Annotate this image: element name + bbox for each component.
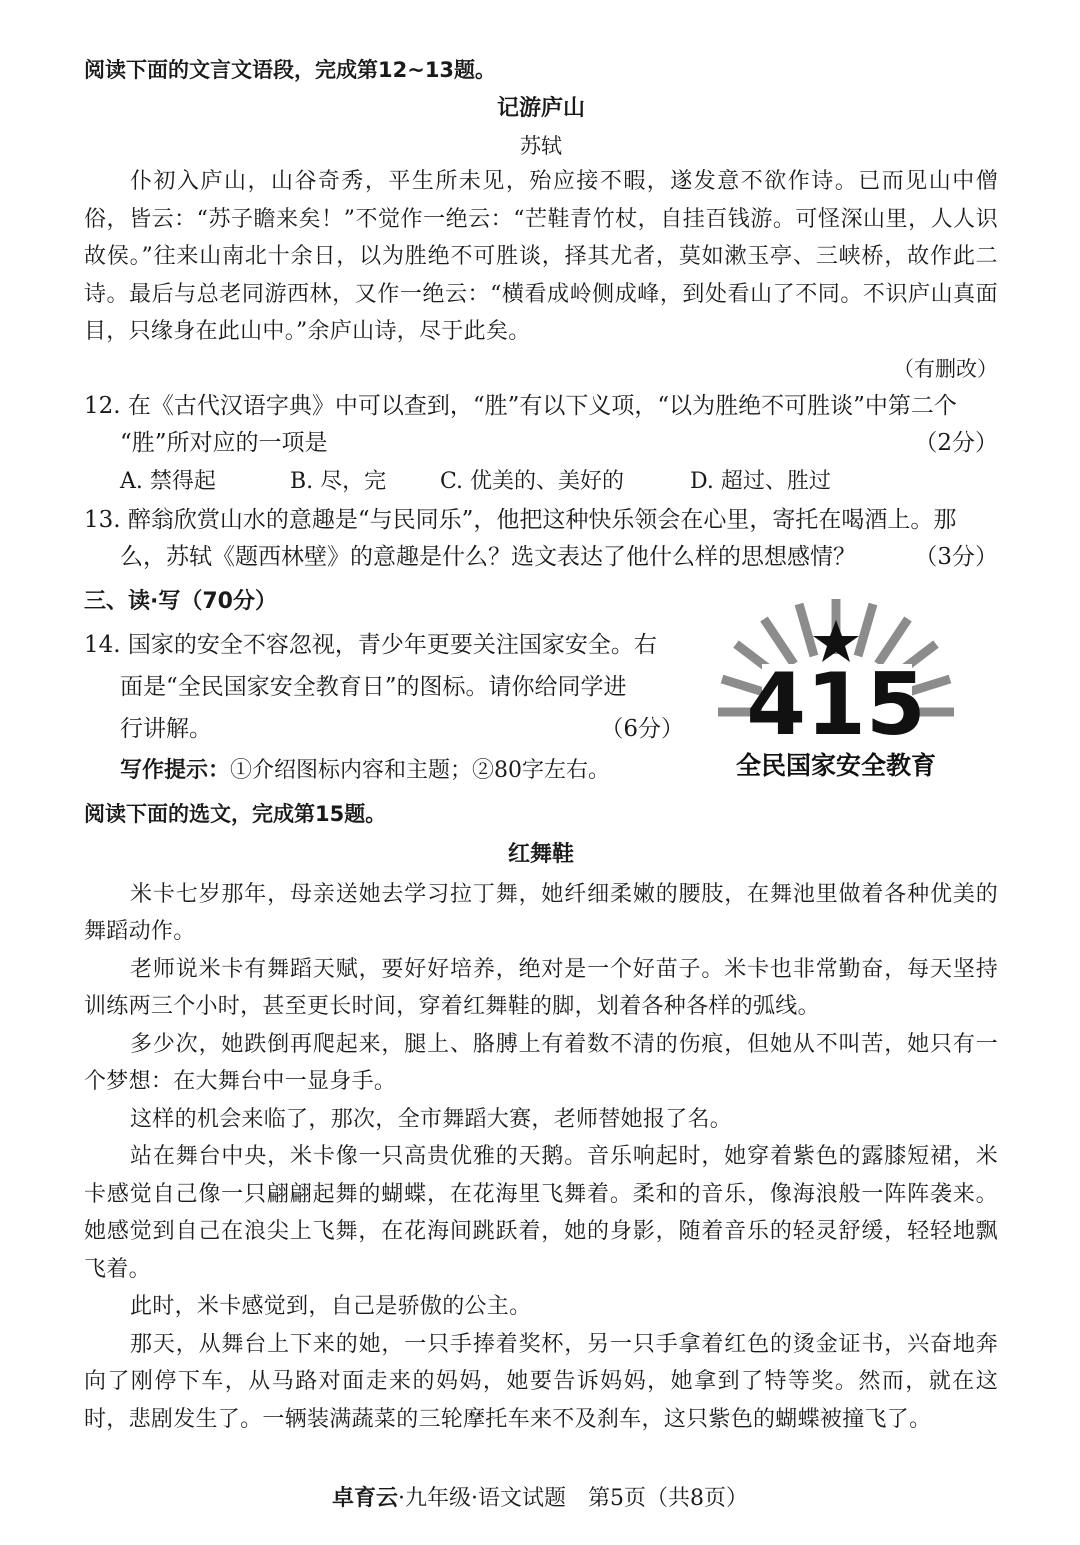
q13-score: （3分） xyxy=(914,543,998,570)
section3-heading: 三、读·写（70分） xyxy=(84,588,277,614)
page-footer xyxy=(0,1484,1080,1514)
q12-option-b: B. 尽，完 xyxy=(290,468,387,494)
story-paragraph: 老师说米卡有舞蹈天赋，要好好培养，绝对是一个好苗子。米卡也非常勤奋，每天坚持训练两三个小时，甚至更长时间，穿着红舞鞋的脚，划着各种各样的弧线。 xyxy=(84,956,998,1019)
q13-line2-text: 么，苏轼《题西林壁》的意趣是什么？选文表达了他什么样的思想感情？ xyxy=(120,543,856,570)
q12-option-c: C. 优美的、美好的 xyxy=(440,468,625,494)
q12-line2-text: “胜”所对应的一项是 xyxy=(120,429,328,456)
passage-author: 苏轼 xyxy=(520,134,562,158)
story-paragraph: 此时，米卡感觉到，自己是骄傲的公主。 xyxy=(130,1294,532,1319)
footer-text: ·九年级·语文试题 第5页（共8页） xyxy=(398,1486,748,1511)
story-paragraph: 这样的机会来临了，那次，全市舞蹈大赛，老师替她报了名。 xyxy=(130,1106,733,1132)
q12-option-a: A. 禁得起 xyxy=(120,468,216,494)
footer-brand: 卓育云 xyxy=(332,1486,399,1511)
exam-page xyxy=(84,52,998,1438)
section2-instruction: 阅读下面的选文，完成第15题。 xyxy=(84,801,387,826)
passage-note: （有删改） xyxy=(893,356,998,381)
story-paragraph: 那天，从舞台上下来的她，一只手捧着奖杯，另一只手拿着红色的烫金证书，兴奋地奔向了刚停下车，从马路对面走来的妈妈，她要告诉妈妈，她拿到了特等奖。然而，就在这时，悲剧发生了。一辆装满蔬菜的三轮摩托车来不及刹车，这只紫色的蝴蝶被撞飞了。 xyxy=(84,1331,998,1432)
q14-line3 xyxy=(84,708,684,750)
q12-option-d: D. 超过、胜过 xyxy=(690,468,831,494)
story-paragraph: 站在舞台中央，米卡像一只高贵优雅的天鹅。音乐响起时，她穿着紫色的露膝短裙，米卡感觉自己像一只翩翩起舞的蝴蝶，在花海里飞舞着。柔和的音乐，像海浪般一阵阵袭来。她感觉到自己在浪尖上飞舞，在花海间跳跃着，她的身影，随着音乐的轻灵舒缓，轻轻地飘飞着。 xyxy=(84,1144,998,1282)
passage-title: 记游庐山 xyxy=(496,96,585,121)
q14-hint-text: ①介绍图标内容和主题；②80字左右。 xyxy=(230,757,611,783)
story-title: 红舞鞋 xyxy=(507,841,574,867)
story-paragraph: 米卡七岁那年，母亲送她去学习拉丁舞，她纤细柔嫩的腰肢，在舞池里做着各种优美的舞蹈动作。 xyxy=(84,881,998,944)
q14-hint xyxy=(84,750,684,792)
security-day-logo xyxy=(714,594,959,784)
q14-text xyxy=(84,624,684,792)
q12-options xyxy=(84,462,998,502)
q13-line2 xyxy=(84,539,998,576)
passage-paragraph: 仆初入庐山，山谷奇秀，平生所未见，殆应接不暇，遂发意不欲作诗。已而见山中僧俗，皆云：“苏子瞻来矣！”不觉作一绝云：“芒鞋青竹杖，自挂百钱游。可怪深山里，人人识故侯。”往来山南北十余日，以为胜绝不可胜谈，择其尤者，莫如漱玉亭、三峡桥，故作此二诗。最后与总老同游西林，又作一绝云：“横看成岭侧成峰，到处看山了不同。不识庐山真面目，只缘身在此山中。”余庐山诗，尽于此矣。 xyxy=(84,169,998,344)
q13-line1: 13. 醉翁欣赏山水的意趣是“与民同乐”，他把这种快乐领会在心里，寄托在喝酒上。那 xyxy=(84,506,957,533)
logo-caption: 全民国家安全教育 xyxy=(735,750,937,780)
q12-score: （2分） xyxy=(914,429,998,456)
q12-line1: 12. 在《古代汉语字典》中可以查到，“胜”有以下义项，“以为胜绝不可胜谈”中第二个 xyxy=(84,392,957,419)
q12-line2 xyxy=(84,425,998,462)
section1-instruction: 阅读下面的文言文语段，完成第12~13题。 xyxy=(84,58,497,82)
q14-hint-label: 写作提示： xyxy=(120,757,231,783)
q14-score: （6分） xyxy=(600,715,684,742)
q14-line1: 14. 国家的安全不容忽视，青少年更要关注国家安全。右 xyxy=(84,631,657,658)
q14-line3-text: 行讲解。 xyxy=(120,715,212,742)
q14-block xyxy=(84,624,998,794)
story-paragraph: 多少次，她跌倒再爬起来，腿上、胳膊上有着数不清的伤痕，但她从不叫苦，她只有一个梦想：在大舞台中一显身手。 xyxy=(84,1031,998,1094)
logo-number: 415 xyxy=(746,654,926,755)
q14-line2: 面是“全民国家安全教育日”的图标。请你给同学进 xyxy=(120,673,627,700)
